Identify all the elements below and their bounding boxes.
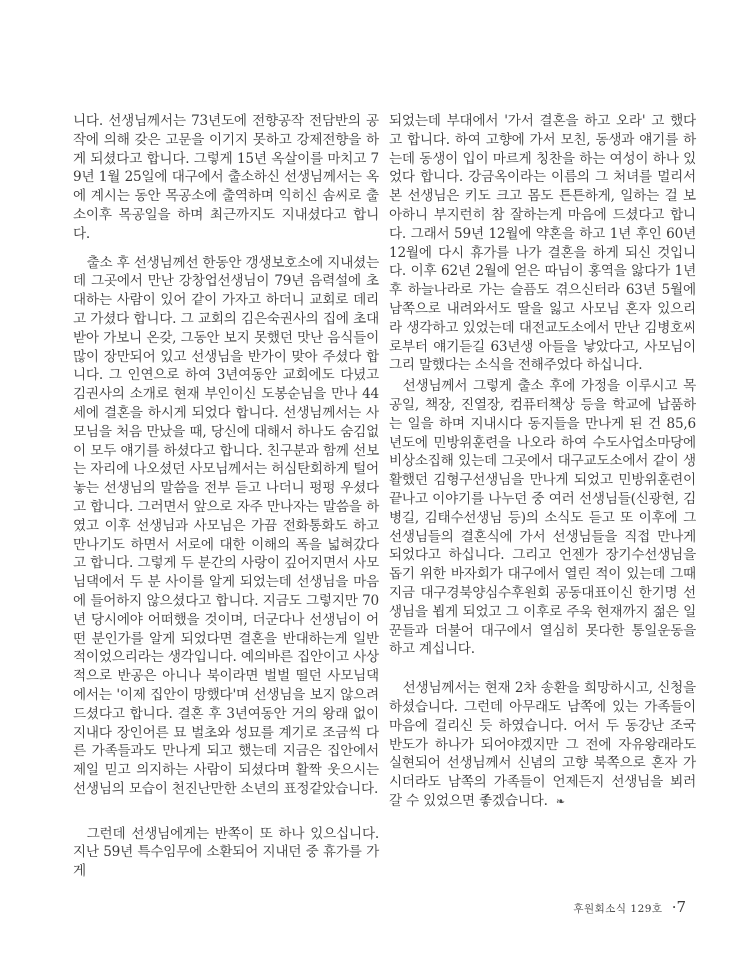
paragraph: 그런데 선생님에게는 반쪽이 또 하나 있으십니다. 지난 59년 특수임무에 소환되어 지내던 중 휴가를 가게 xyxy=(73,825,379,880)
paragraph xyxy=(389,679,696,812)
paragraph: 니다. 선생님께서는 73년도에 전향공작 전담반의 공작에 의해 갖은 고문을 이기지 못하고 강제전향을 하게 되셨다고 합니다. 그렇게 15년 옥살이를 마치고 79년 1월 25일에 대구에서 출소하신 선생님께서는 옥에 계시는 동안 목공소에 출역하며 익히신 솜씨로 출소이후 목공일을 하며 최근까지도 지내셨다고 합니다. xyxy=(73,113,379,242)
paragraph: 되었는데 부대에서 '가서 결혼을 하고 오라' 고 했다고 합니다. 하여 고향에 가서 모친, 동생과 얘기를 하는데 동생이 입이 마르게 칭찬을 하는 여성이 하나 있었다 합니다. 강금옥이라는 이름의 그 처녀를 멀리서 본 선생님은 키도 크고 몸도 튼튼하게, 일하는 걸 보아하니 부지런히 참 잘하는게 마음에 드셨다고 합니다. 그래서 59년 12월에 약혼을 하고 1년 후인 60년 12월에 다시 휴가를 나가 결혼을 하게 되신 것입니다. 이후 62년 2월에 얻은 따님이 홍역을 앓다가 1년 후 하늘나라로 가는 슬픔도 겪으신터라 63년 5월에 남쪽으로 내려와서도 딸을 잃고 사모님 혼자 있으리라 생각하고 있었는데 대전교도소에서 만난 김병호씨로부터 얘기듣길 63년생 아들을 낳았다고, 사모님이 그리 말했다는 소식을 전해주었다 하십니다. xyxy=(389,113,696,374)
right-column xyxy=(389,112,696,812)
paragraph: 선생님께서 그렇게 출소 후에 가정을 이루시고 목공일, 책장, 진열장, 컴퓨터책상 등을 학교에 납품하는 일을 하며 지내시다 동지들을 만나게 된 건 85,6년도에 민방위훈련을 나오라 하여 수도사업소마당에 비상소집해 있는데 그곳에서 대구교도소에서 같이 생활했던 김형구선생님을 만나게 되었고 민방위훈련이 끝나고 이야기를 나누던 중 여러 선생님들(신광현, 김병길, 김태수선생님 등)의 소식도 듣고 또 이후에 그 선생님들의 결혼식에 가서 선생님들을 직접 만나게 되었다고 하십니다. 그리고 언젠가 장기수선생님을 돕기 위한 바자회가 대구에서 열린 적이 있는데 그때 지금 대구경북양심수후원회 공동대표이신 한기명 선생님을 뵙게 되었고 그 이후로 주욱 현재까지 젊은 일꾼들과 더불어 대구에서 열심히 못다한 통일운동을 하고 계십니다. xyxy=(389,378,696,658)
page-number: ·7 xyxy=(671,898,686,916)
article-end-icon: ❧ xyxy=(555,794,565,808)
paragraph-text: 선생님께서는 현재 2차 송환을 희망하시고, 신청을 하셨습니다. 그런데 아무래도 남쪽에 있는 가족들이 마음에 걸리신 듯 하였습니다. 어서 두 동강난 조국 반도가 하나가 되어야겠지만 그 전에 자유왕래라도 실현되어 선생님께서 신념의 고향 북쪽으로 혼자 가시더라도 남쪽의 가족들이 언제든지 선생님을 뵈러 갈 수 있었으면 좋겠습니다. xyxy=(389,680,696,809)
issue-label: 후원회소식 129호 xyxy=(573,903,663,915)
page-footer xyxy=(0,897,686,916)
paragraph: 출소 후 선생님께선 한동안 갱생보호소에 지내셨는데 그곳에서 만난 강창업선생님이 79년 음력설에 초대하는 사람이 있어 같이 가자고 하더니 교회로 데리고 가셨다 합니다. 그 교회의 김은숙권사의 집에 초대받아 가보니 온갖, 그동안 보지 못했던 맛난 음식들이 많이 장만되어 있고 선생님을 반가이 맞아 주셨다 합니다. 그 인연으로 하여 3년여동안 교회에도 다녔고 김권사의 소개로 현재 부인이신 도봉순님을 만나 44세에 결혼을 하시게 되었다 합니다. 선생님께서는 사모님을 처음 만났을 때, 당신에 대해서 하나도 숨김없이 모두 얘기를 하셨다고 합니다. 친구분과 함께 선보는 자리에 나오셨던 사모님께서는 허심탄회하게 털어놓는 선생님의 말씀을 전부 듣고 나더니 펑펑 우셨다고 합니다. 그러면서 앞으로 자주 만나자는 말씀을 하였고 이후 선생님과 사모님은 가끔 전화통화도 하고 만나기도 하면서 서로에 대한 이해의 폭을 넓혀갔다고 합니다. 그렇게 두 분간의 사랑이 깊어지면서 사모님댁에서 두 분 사이를 알게 되었는데 선생님을 마음에 들어하지 않으셨다고 합니다. 지금도 그렇지만 70년 당시에야 어떠했을 것이며, 더군다나 선생님이 어떤 분인가를 알게 되었다면 결혼을 반대하는게 일반적이었으리라는 생각입니다. 예의바른 집안이고 사상적으로 반공은 아니나 북이라면 벌벌 떨던 사모님댁에서는 '이제 집안이 망했다'며 선생님을 보지 않으려 드셨다고 합니다. 결혼 후 3년여동안 거의 왕래 없이 지내다 장인어른 묘 벌초와 성묘를 계기로 조금씩 다른 가족들과도 만나게 되고 했는데 지금은 집안에서 제일 믿고 의지하는 사람이 되셨다며 활짝 웃으시는 선생님의 모습이 천진난만한 소년의 표정같았습니다. xyxy=(73,254,379,797)
left-column xyxy=(73,112,379,881)
